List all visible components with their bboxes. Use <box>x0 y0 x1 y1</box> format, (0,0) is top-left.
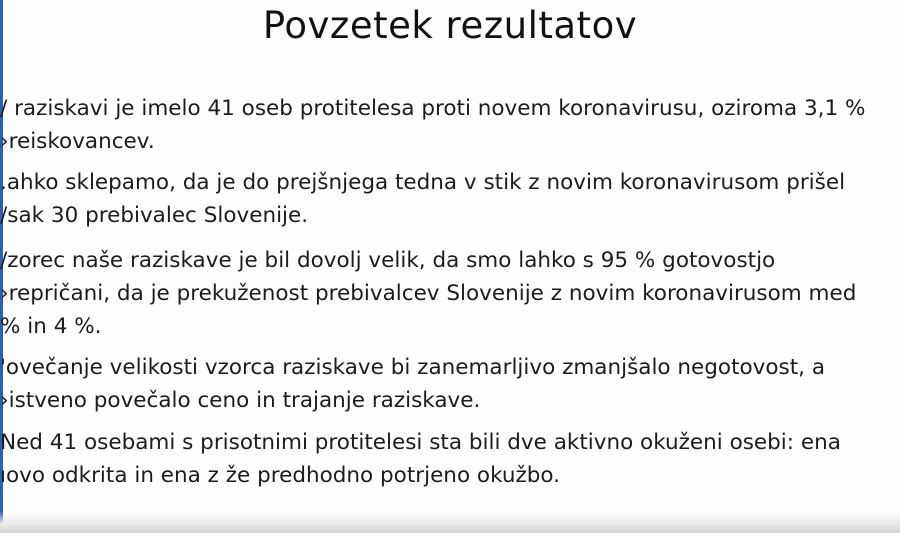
bullet-line: / raziskavi je imelo 41 oseb protitelesa proti novem koronavirusu, oziroma 3,1 % <box>0 96 866 121</box>
bullet-line: 'ovečanje velikosti vzorca raziskave bi zanemarljivo zmanjšalo negotovost, a <box>0 355 826 380</box>
slide-bottom-shadow <box>0 511 900 533</box>
bullet-item <box>0 426 841 492</box>
bullet-line: ›istveno povečalo ceno in trajanje raziskave. <box>0 388 481 413</box>
bullet-line: /zorec naše raziskave je bil dovolj velik, da smo lahko s 95 % gotovostjo <box>0 248 776 273</box>
bullet-line: ›repričani, da je prekuženost prebivalcev Slovenije z novim koronavirusom med <box>0 281 857 306</box>
bullet-item <box>0 351 825 417</box>
bullet-line: .ahko sklepamo, da je do prejšnjega tedna v stik z novim koronavirusom prišel <box>0 170 846 195</box>
bullet-line: ›reiskovancev. <box>0 129 155 154</box>
bullet-line: % in 4 %. <box>0 314 102 339</box>
bullet-item <box>0 92 865 158</box>
bullet-line: ıovo odkrita in ena z že predhodno potrjeno okužbo. <box>0 463 561 488</box>
bullet-item <box>0 244 856 343</box>
bullet-line: /sak 30 prebivalec Slovenije. <box>0 203 309 228</box>
bullet-line: Ned 41 osebami s prisotnimi protitelesi sta bili dve aktivno okuženi osebi: ena <box>0 430 841 455</box>
bullet-item <box>0 166 845 232</box>
slide-title: Povzetek rezultatov <box>262 4 638 47</box>
